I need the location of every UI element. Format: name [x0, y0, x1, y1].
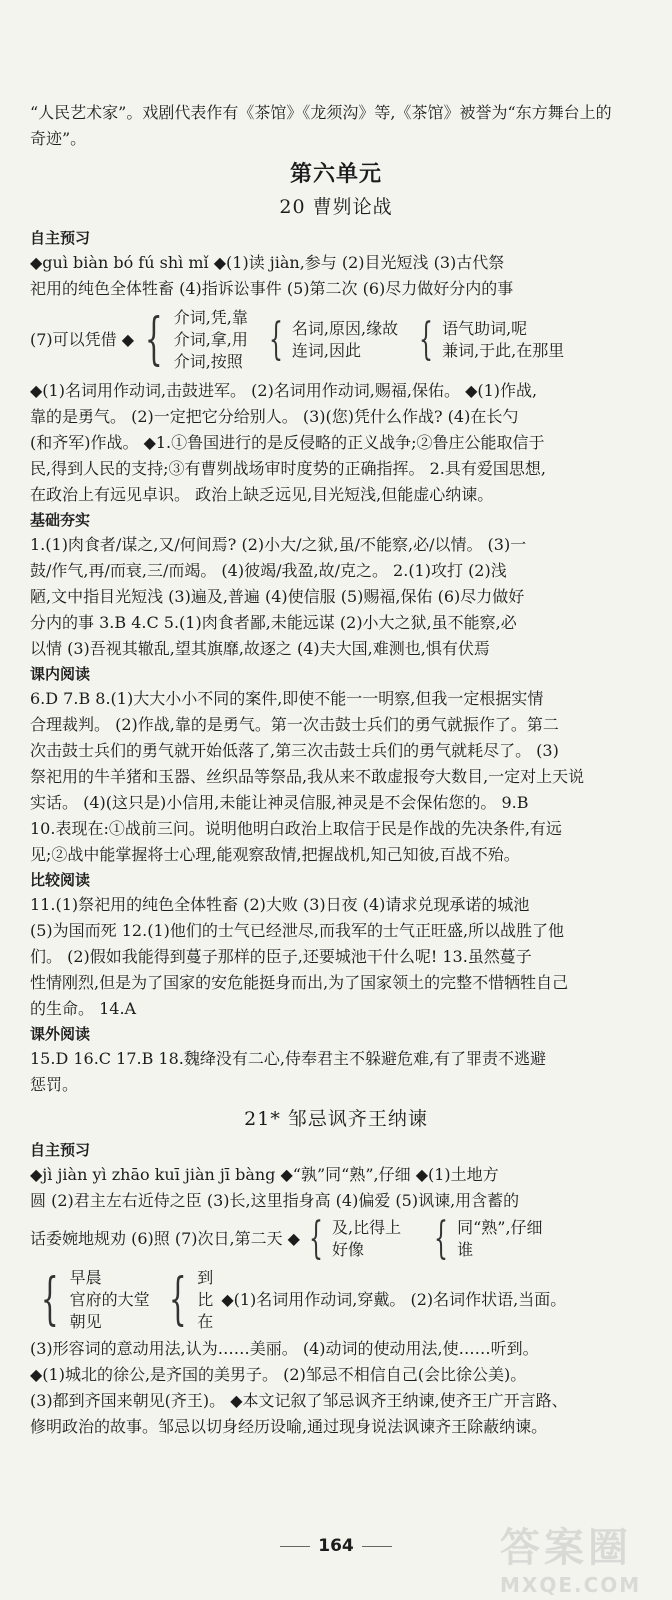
brace-item: 兼词,于此,在那里 — [442, 341, 565, 360]
section-heading-preview: 自主预习 — [30, 1141, 91, 1159]
text-line: 1.(1)肉食者/谋之,又/何间焉? (2)小大/之狱,虽/不能察,必/以情。 (3)一 — [30, 535, 527, 554]
brace-item: 比 — [197, 1290, 214, 1309]
text-line: ◆(1)名词用作动词,击鼓进军。 (2)名词用作动词,赐福,保佑。 ◆(1)作战, — [30, 381, 538, 400]
brace-item: 朝见 — [69, 1312, 102, 1331]
brace-item: 在 — [197, 1312, 214, 1331]
watermark-url: MXQE.COM — [500, 1573, 642, 1597]
brace-icon: { — [144, 307, 163, 372]
page-content — [30, 100, 642, 1440]
brace-item: 谁 — [457, 1240, 474, 1259]
text-line: 实话。 (4)(这只是)小信用,未能让神灵信服,神灵是不会保佑您的。 9.B — [30, 793, 529, 812]
lesson-20-title: 20 曹刿论战 — [279, 196, 393, 218]
text-line: 见;②战中能掌握将士心理,能观察敌情,把握战机,知己知彼,百战不殆。 — [30, 845, 520, 864]
text-line: 以情 (3)吾视其辙乱,望其旗靡,故逐之 (4)夫大国,难测也,惧有伏焉 — [30, 639, 490, 658]
brace-group — [158, 1267, 214, 1333]
brace-icon: { — [419, 314, 434, 365]
text-line: 靠的是勇气。 (2)一定把它分给别人。 (3)(您)凭什么作战? (4)在长勺 — [30, 407, 519, 426]
brace-item: 语气助词,呢 — [442, 319, 528, 338]
text-line: (3)都到齐国来朝见(齐王)。 ◆本文记叙了邹忌讽齐王纳谏,使齐王广开言路、 — [30, 1391, 568, 1410]
text-line: ◆jì jiàn yì zhāo kuī jiàn jī bàng ◆“孰”同“熟”,仔细 ◆(1)土地方 — [30, 1165, 499, 1184]
text-line: 惩罚。 — [30, 1075, 79, 1094]
brace-item: 早晨 — [69, 1268, 102, 1287]
brace-item: 到 — [197, 1268, 214, 1287]
brace-lead: 话委婉地规劝 (6)照 (7)次日,第二天 ◆ — [30, 1229, 300, 1248]
section-heading-compare: 比较阅读 — [30, 871, 91, 889]
divider — [280, 1546, 310, 1547]
text-line: 次击鼓士兵们的勇气就开始低落了,第三次击鼓士兵们的勇气就耗尽了。 (3) — [30, 741, 559, 760]
text-line: 民,得到人民的支持;③有曹刿战场审时度势的正确指挥。 2.具有爱国思想, — [30, 459, 546, 478]
text-line: 合理裁判。 (2)作战,靠的是勇气。第一次击鼓士兵们的勇气就振作了。第二 — [30, 715, 559, 734]
brace-item: 名词,原因,缘故 — [291, 319, 399, 338]
brace-item: 官府的大堂 — [69, 1290, 150, 1309]
text-line: 圆 (2)君主左右近侍之臣 (3)长,这里指身高 (4)偏爱 (5)讽谏,用含蓄的 — [30, 1191, 520, 1210]
divider — [362, 1546, 392, 1547]
brace-row — [30, 302, 642, 378]
text-line: 修明政治的故事。邹忌以切身经历设喻,通过现身说法讽谏齐王除蔽纳谏。 — [30, 1417, 548, 1436]
intro-line: “人民艺术家”。戏剧代表作有《茶馆》《龙须沟》等,《茶馆》被誉为“东方舞台上的 — [30, 103, 612, 122]
text-line: 祭祀用的牛羊猪和玉器、丝织品等祭品,我从来不敢虚报夸大数目,一定对上天说 — [30, 767, 585, 786]
brace-row — [30, 1264, 642, 1336]
brace-group — [134, 307, 248, 373]
text-line: (5)为国而死 12.(1)他们的士气已经泄尽,而我军的士气正旺盛,所以战胜了他 — [30, 921, 565, 940]
section-heading-preview: 自主预习 — [30, 229, 91, 247]
brace-item: 介词,按照 — [173, 352, 243, 371]
brace-item: 介词,拿,用 — [173, 330, 248, 349]
brace-icon: { — [308, 1213, 323, 1264]
text-line: ◆(1)城北的徐公,是齐国的美男子。 (2)邹忌不相信自己(会比徐公美)。 — [30, 1365, 527, 1384]
text-line: 分内的事 3.B 4.C 5.(1)肉食者鄙,未能远谋 (2)小大之狱,虽不能察,必 — [30, 613, 517, 632]
brace-row — [30, 1214, 642, 1264]
section-heading-inclass: 课内阅读 — [30, 665, 91, 683]
section-heading-basic: 基础夯实 — [30, 511, 91, 529]
brace-icon: { — [168, 1267, 187, 1332]
brace-group — [300, 1213, 402, 1264]
brace-item: 同“熟”,仔细 — [457, 1218, 543, 1237]
text-line: 11.(1)祭祀用的纯色全体牲畜 (2)大败 (3)日夜 (4)请求兑现承诺的城池 — [30, 895, 530, 914]
text-line: 鼓/作气,再/而衰,三/而竭。 (4)彼竭/我盈,故/克之。 2.(1)攻打 (2)浅 — [30, 561, 507, 580]
text-line: 祀用的纯色全体牲畜 (4)指诉讼事件 (5)第二次 (6)尽力做好分内的事 — [30, 279, 514, 298]
unit-title: 第六单元 — [289, 162, 382, 187]
text-line: ◆guì biàn bó fú shì mǐ ◆(1)读 jiàn,参与 (2)目光短浅 (3)古代祭 — [30, 253, 505, 272]
brace-group — [425, 1213, 543, 1264]
brace-group — [410, 314, 565, 365]
text-line: 6.D 7.B 8.(1)大大小小不同的案件,即使不能一一明察,但我一定根据实情 — [30, 689, 544, 708]
intro-line: 奇迹”。 — [30, 129, 87, 148]
text-line: 性情刚烈,但是为了国家的安危能挺身而出,为了国家领土的完整不惜牺牲自己 — [30, 973, 569, 992]
brace-tail: ◆(1)名词用作动词,穿戴。 (2)名词作状语,当面。 — [221, 1290, 567, 1309]
brace-item: 好像 — [331, 1240, 364, 1259]
section-heading-extra: 课外阅读 — [30, 1025, 91, 1043]
brace-item: 连词,因此 — [291, 341, 361, 360]
brace-icon: { — [268, 314, 283, 365]
page-number-text: 164 — [318, 1536, 354, 1556]
text-line: 10.表现在:①战前三问。说明他明白政治上取信于民是作战的先决条件,有远 — [30, 819, 562, 838]
text-line: 15.D 16.C 17.B 18.魏绛没有二心,侍奉君主不躲避危难,有了罪责不逃避 — [30, 1049, 547, 1068]
watermark-text: 答案圈 — [500, 1525, 632, 1571]
brace-icon: { — [434, 1213, 449, 1264]
text-line: (3)形容词的意动用法,认为……美丽。 (4)动词的使动用法,使……听到。 — [30, 1339, 539, 1358]
brace-item: 及,比得上 — [331, 1218, 402, 1237]
text-line: (和齐军)作战。 ◆1.①鲁国进行的是反侵略的正义战争;②鲁庄公能取信于 — [30, 433, 545, 452]
text-line: 陋,文中指目光短浅 (3)遍及,普遍 (4)使信服 (5)赐福,保佑 (6)尽力做好 — [30, 587, 525, 606]
brace-icon: { — [40, 1267, 59, 1332]
brace-item: 介词,凭,靠 — [173, 308, 248, 327]
lesson-21-title: 21* 邹忌讽齐王纳谏 — [244, 1108, 428, 1130]
brace-group — [30, 1267, 150, 1333]
text-line: 在政治上有远见卓识。 政治上缺乏远见,目光短浅,但能虚心纳谏。 — [30, 485, 494, 504]
text-line: 的生命。 14.A — [30, 999, 137, 1018]
text-line: 们。 (2)假如我能得到蔓子那样的臣子,还要城池干什么呢! 13.虽然蔓子 — [30, 947, 532, 966]
watermark-logo — [500, 1516, 658, 1597]
brace-lead: (7)可以凭借 ◆ — [30, 330, 135, 349]
brace-group — [260, 314, 399, 365]
